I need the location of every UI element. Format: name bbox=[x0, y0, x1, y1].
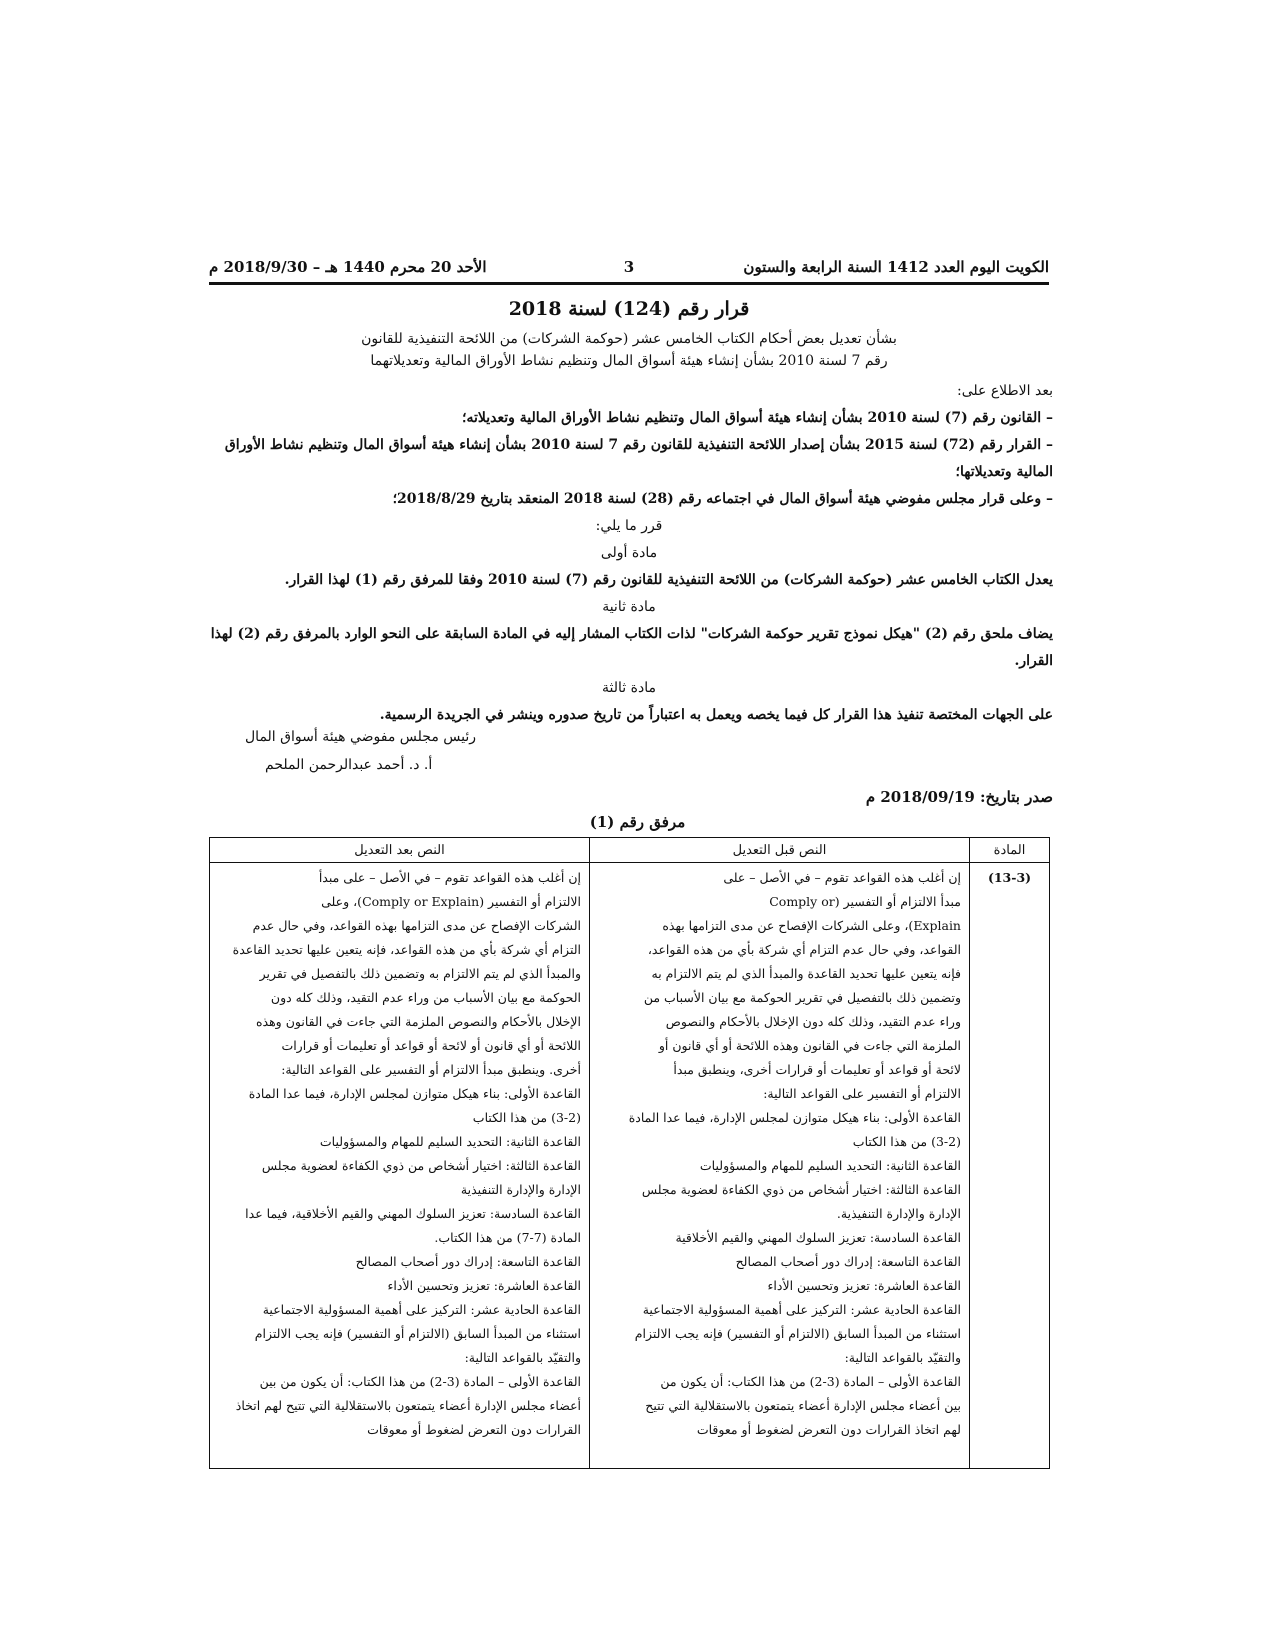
text-line: إن أغلب هذه القواعد تقوم – في الأصل – على bbox=[723, 870, 961, 885]
text-line: استثناء من المبدأ السابق (الالتزام أو التفسير) فإنه يجب الالتزام bbox=[634, 1326, 961, 1341]
text-line: الملزمة التي جاءت في القانون وهذه اللائحة أو أي قانون أو bbox=[658, 1038, 961, 1053]
text-line: القاعدة العاشرة: تعزيز وتحسين الأداء bbox=[767, 1278, 961, 1293]
signature-block bbox=[205, 729, 1053, 785]
article-1-text: يعدل الكتاب الخامس عشر (حوكمة الشركات) من اللائحة التنفيذية للقانون رقم (7) لسنة 2010 وفقا للمرفق رقم (1) لهذا القرار. bbox=[284, 572, 1053, 588]
annex-title: مرفق رقم (1) bbox=[589, 813, 686, 831]
decision-title: قرار رقم (124) لسنة 2018 bbox=[508, 298, 750, 320]
table-row bbox=[210, 863, 1050, 1469]
text-line: (3-2) من هذا الكتاب bbox=[852, 1134, 961, 1149]
text-line: مبدأ الالتزام أو التفسير (Comply or bbox=[769, 894, 961, 909]
text-line: القاعدة الحادية عشر: التركيز على أهمية المسؤولية الاجتماعية bbox=[262, 1302, 581, 1317]
issue-date: الأحد 20 محرم 1440 هـ – 2018/9/30 م bbox=[209, 258, 487, 276]
text-line: وتضمين ذلك بالتفصيل في تقرير الحوكمة مع بيان الأسباب من bbox=[643, 990, 961, 1005]
article-2-title: مادة ثانية bbox=[602, 599, 656, 615]
article-number: (13-3) bbox=[970, 863, 1050, 1469]
article-3-text: على الجهات المختصة تنفيذ هذا القرار كل فيما يخصه ويعمل به اعتباراً من تاريخ صدوره وينشر في الجريدة الرسمية. bbox=[379, 707, 1053, 723]
text-line: الشركات الإفصاح عن مدى التزامها بهذه القواعد، وفي حال عدم bbox=[252, 918, 581, 933]
signatory-title: رئيس مجلس مفوضي هيئة أسواق المال bbox=[245, 729, 476, 745]
text-line: القاعدة الأولى: بناء هيكل متوازن لمجلس الإدارة، فيما عدا المادة bbox=[628, 1110, 961, 1125]
text-line: بين أعضاء مجلس الإدارة أعضاء يتمتعون بالاستقلالية التي تتيح bbox=[645, 1398, 961, 1413]
text-line: القاعدة الحادية عشر: التركيز على أهمية المسؤولية الاجتماعية bbox=[642, 1302, 961, 1317]
text-line: القاعدة التاسعة: إدراك دور أصحاب المصالح bbox=[355, 1254, 581, 1269]
text-line: والتقيّد بالقواعد التالية: bbox=[844, 1350, 961, 1365]
page-number: 3 bbox=[623, 258, 635, 276]
text-line: (3-2) من هذا الكتاب bbox=[472, 1110, 581, 1125]
text-line: القواعد، وفي حال عدم التزام أي شركة بأي من هذه القواعد، bbox=[647, 942, 961, 957]
text-line: إن أغلب هذه القواعد تقوم – في الأصل – على مبدأ bbox=[318, 870, 581, 885]
decision-body bbox=[205, 296, 1053, 785]
text-line: استثناء من المبدأ السابق (الالتزام أو التفسير) فإنه يجب الالتزام bbox=[254, 1326, 581, 1341]
issued-date: صدر بتاريخ: 2018/09/19 م bbox=[865, 788, 1053, 806]
text-line: القرارات دون التعرض لضغوط أو معوقات bbox=[367, 1422, 581, 1437]
text-line: القاعدة العاشرة: تعزيز وتحسين الأداء bbox=[387, 1278, 581, 1293]
text-after-amendment bbox=[210, 863, 590, 1469]
text-line: القاعدة السادسة: تعزيز السلوك المهني والقيم الأخلاقية، فيما عدا bbox=[245, 1206, 581, 1221]
text-line: الإخلال بالأحكام والنصوص الملزمة التي جاءت في القانون وهذه bbox=[255, 1014, 581, 1029]
text-line: الالتزام أو التفسير على القواعد التالية: bbox=[763, 1086, 961, 1101]
text-line: التزام أي شركة بأي من هذه القواعد، فإنه يتعين عليها تحديد القاعدة bbox=[232, 942, 581, 957]
text-line: وراء عدم التقيد، وذلك كله دون الإخلال بالأحكام والنصوص bbox=[665, 1014, 961, 1029]
signatory-name: أ. د. أحمد عبدالرحمن الملحم bbox=[265, 757, 433, 773]
article-3-title: مادة ثالثة bbox=[602, 680, 656, 696]
resolved-heading: قرر ما يلي: bbox=[595, 518, 663, 534]
text-line: أعضاء مجلس الإدارة أعضاء يتمتعون بالاستقلالية التي تتيح لهم اتخاذ bbox=[235, 1398, 581, 1413]
reference-resolution: – القرار رقم (72) لسنة 2015 بشأن إصدار اللائحة التنفيذية للقانون رقم 7 لسنة 2010 بشأن إنشاء هيئة أسواق المال وتنظيم نشاط الأوراق المالية وتعديلاتها؛ bbox=[224, 437, 1053, 480]
text-line: المادة (7-7) من هذا الكتاب. bbox=[434, 1230, 581, 1245]
text-line: والتقيّد بالقواعد التالية: bbox=[464, 1350, 581, 1365]
text-line: الإدارة والإدارة التنفيذية bbox=[460, 1182, 581, 1197]
text-line: اللائحة أو أي قانون أو لائحة أو قواعد أو تعليمات أو قرارات bbox=[281, 1038, 581, 1053]
text-line: القاعدة الثانية: التحديد السليم للمهام والمسؤوليات bbox=[699, 1158, 961, 1173]
text-line: فإنه يتعين عليها تحديد القاعدة والمبدأ الذي لم يتم الالتزام به bbox=[651, 966, 961, 981]
text-line: الإدارة والإدارة التنفيذية. bbox=[836, 1206, 961, 1221]
amendment-table bbox=[209, 837, 1050, 1469]
decision-subtitle-line1: بشأن تعديل بعض أحكام الكتاب الخامس عشر (حوكمة الشركات) من اللائحة التنفيذية للقانون bbox=[361, 331, 897, 347]
text-line: القاعدة الثالثة: اختيار أشخاص من ذوي الكفاءة لعضوية مجلس bbox=[261, 1158, 581, 1173]
header-article: المادة bbox=[970, 838, 1050, 863]
header-after: النص بعد التعديل bbox=[210, 838, 590, 863]
text-line: الالتزام أو التفسير (Comply or Explain)، وعلى bbox=[321, 894, 581, 909]
text-line: والمبدأ الذي لم يتم الالتزام به وتضمين ذلك بالتفصيل في تقرير bbox=[259, 966, 581, 981]
text-line: القاعدة الثالثة: اختيار أشخاص من ذوي الكفاءة لعضوية مجلس bbox=[641, 1182, 961, 1197]
gazette-header bbox=[209, 258, 1049, 285]
text-line: القاعدة الأولى – المادة (3-2) من هذا الكتاب: أن يكون من بين bbox=[259, 1374, 581, 1389]
text-line: الحوكمة مع بيان الأسباب من وراء عدم التقيد، وذلك كله دون bbox=[270, 990, 581, 1005]
article-2-text: يضاف ملحق رقم (2) "هيكل نموذج تقرير حوكمة الشركات" لذات الكتاب المشار إليه في المادة السابقة على النحو الوارد بالمرفق رقم (2) لهذا القرار. bbox=[210, 626, 1053, 669]
preamble: بعد الاطلاع على: bbox=[957, 383, 1053, 399]
text-line: Explain)، وعلى الشركات الإفصاح عن مدى التزامها بهذه bbox=[662, 918, 961, 933]
table-header-row bbox=[210, 838, 1050, 863]
text-line: لهم اتخاذ القرارات دون التعرض لضغوط أو معوقات bbox=[696, 1422, 961, 1437]
decision-subtitle-line2: رقم 7 لسنة 2010 بشأن إنشاء هيئة أسواق المال وتنظيم نشاط الأوراق المالية وتعديلاتهما bbox=[370, 353, 888, 369]
text-line: القاعدة الثانية: التحديد السليم للمهام والمسؤوليات bbox=[319, 1134, 581, 1149]
gazette-issue: الكويت اليوم العدد 1412 السنة الرابعة والستون bbox=[743, 258, 1049, 276]
reference-law: – القانون رقم (7) لسنة 2010 بشأن إنشاء هيئة أسواق المال وتنظيم نشاط الأوراق المالية وتعديلاته؛ bbox=[462, 410, 1053, 426]
text-line: لائحة أو قواعد أو تعليمات أو قرارات أخرى، وينطبق مبدأ bbox=[673, 1062, 961, 1077]
header-before: النص قبل التعديل bbox=[590, 838, 970, 863]
text-line: القاعدة الأولى: بناء هيكل متوازن لمجلس الإدارة، فيما عدا المادة bbox=[248, 1086, 581, 1101]
article-1-title: مادة أولى bbox=[600, 545, 658, 561]
text-line: القاعدة السادسة: تعزيز السلوك المهني والقيم الأخلاقية bbox=[675, 1230, 961, 1245]
text-line: القاعدة الأولى – المادة (3-2) من هذا الكتاب: أن يكون من bbox=[660, 1374, 961, 1389]
text-line: أخرى. وينطبق مبدأ الالتزام أو التفسير على القواعد التالية: bbox=[281, 1062, 581, 1077]
reference-board-meeting: – وعلى قرار مجلس مفوضي هيئة أسواق المال في اجتماعه رقم (28) لسنة 2018 المنعقد بتاريخ 2018/8/29؛ bbox=[392, 491, 1053, 507]
text-before-amendment bbox=[590, 863, 970, 1469]
text-line: القاعدة التاسعة: إدراك دور أصحاب المصالح bbox=[735, 1254, 961, 1269]
